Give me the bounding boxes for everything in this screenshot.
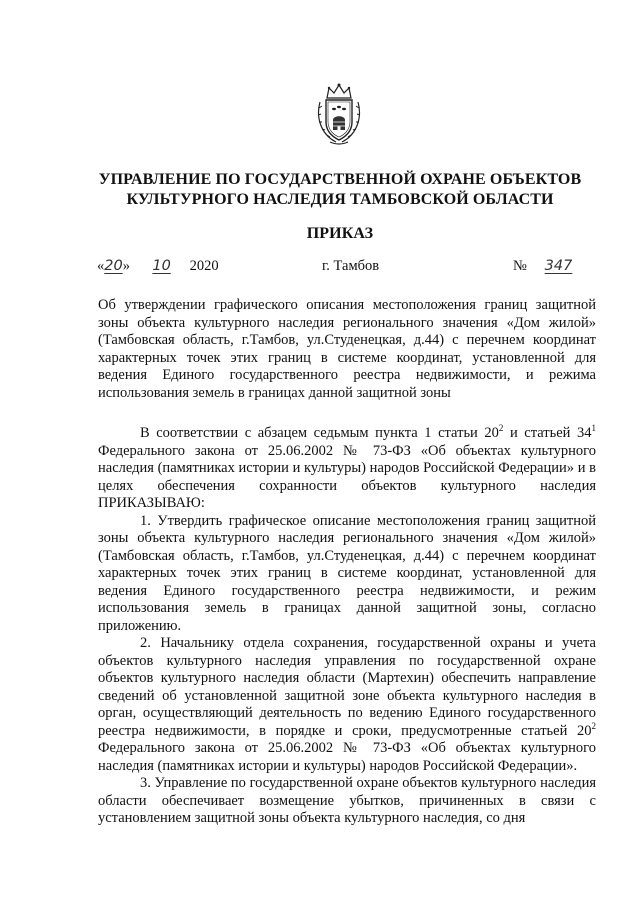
order-body bbox=[98, 425, 596, 828]
number-value: 347 bbox=[544, 258, 573, 274]
order-number bbox=[513, 258, 586, 275]
order-subject: Об утверждении графического описания местоположения границ защитной зоны объекта культурного наследия регионального значения «Дом жилой» (Тамбовская область, г.Тамбов, ул.Студенецкая, д.44) с перечнем координат характерных точек этих границ в системе координат, установленной для ведения Единого государственного реестра недвижимости, и режима использования земель в границах данной защитной зоны bbox=[98, 297, 596, 401]
coat-of-arms-icon bbox=[314, 82, 364, 148]
organization-name-line2: КУЛЬТУРНОГО НАСЛЕДИЯ ТАМБОВСКОЙ ОБЛАСТИ bbox=[126, 191, 554, 208]
organization-name-line1: УПРАВЛЕНИЕ ПО ГОСУДАРСТВЕННОЙ ОХРАНЕ ОБЪЕКТОВ bbox=[98, 171, 582, 188]
date-year: 2020 bbox=[189, 258, 219, 274]
preamble: В соответствии с абзацем седьмым пункта 1 статьи $20^2$ и статьей $34^1$ Федерального закона от 25.06.2002 № 73-ФЗ «Об объектах культурного наследия (памятниках истории и культуры) народов Российской Федерации» и в целях обеспечения сохранности объектов культурного наследия ПРИКАЗЫВАЮ: bbox=[98, 423, 596, 511]
number-label: № bbox=[513, 258, 527, 274]
document-type: ПРИКАЗ bbox=[306, 225, 374, 242]
order-item-3: 3. Управление по государственной охране объектов культурного наследия области обеспечивает возмещение убытков, причиненных в связи с установлением защитной зоны объекта культурного наследия, со дня bbox=[98, 775, 596, 826]
city: г. Тамбов bbox=[322, 258, 380, 274]
date-month: 10 bbox=[152, 258, 171, 274]
order-item-2: 2. Начальнику отдела сохранения, государственной охраны и учета объектов культурного наследия управления по государственной охране объектов культурного наследия области (Мартехин) обеспечить направление сведений об установленной защитной зоне объекта культурного наследия в орган, осуществляющий деятельность по ведению Единого государственного реестра недвижимости, в порядке и сроки, предусмотренные статьей $20^2$ Федерального закона от 25.06.2002 № 73-ФЗ «Об объектах культурного наследия (памятниках истории и культуры) народов Российской Федерации». bbox=[98, 635, 596, 774]
date-day: 20 bbox=[104, 258, 123, 274]
order-item-1: 1. Утвердить графическое описание местоположения границ защитной зоны объекта культурного наследия регионального значения «Дом жилой» (Тамбовская область, г.Тамбов, ул.Студенецкая, д.44) с перечнем координат характерных точек этих границ в системе координат, установленной для ведения Единого государственного реестра недвижимости, и режим использования земель в границах данной защитной зоны, согласно приложению. bbox=[98, 512, 596, 634]
order-date: «20» 10 2020 bbox=[97, 258, 219, 274]
